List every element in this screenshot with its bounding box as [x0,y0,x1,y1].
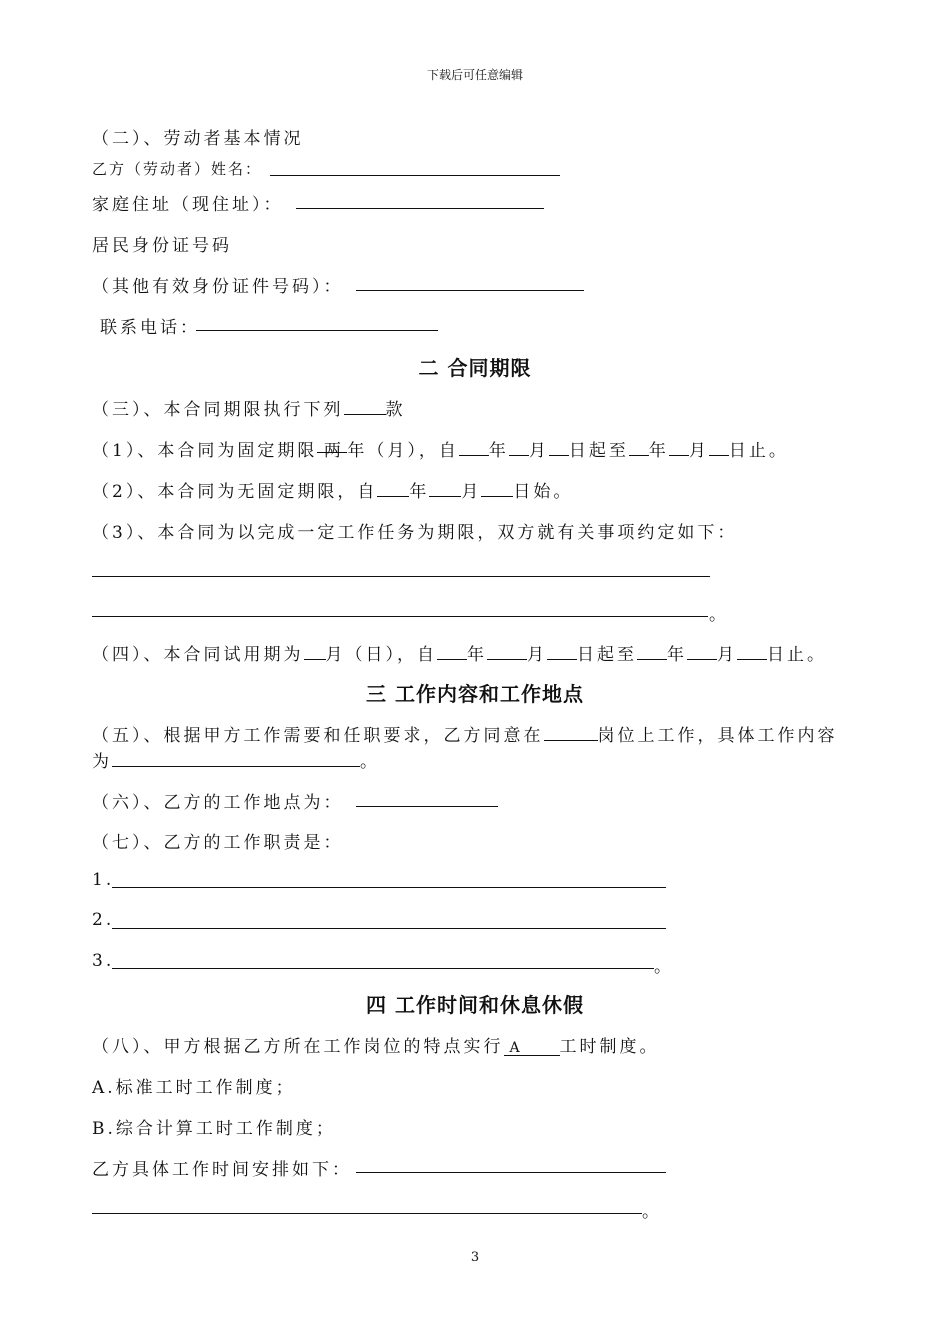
year-label: 年 [488,441,509,461]
item4-text-a: （四）、本合同试用期为 [92,645,304,665]
work-location-field[interactable] [356,806,498,807]
term-option-2 [92,477,573,502]
section-worker-title: （二）、劳动者基本情况 [92,129,304,149]
probation-end-month-field[interactable] [687,643,717,660]
page-header: 下载后可任意编辑 [426,68,523,82]
hours-option-a: A.标准工时工作制度； [92,1078,296,1098]
other-id-label: （其他有效身份证件号码）： [92,277,344,297]
phone-field[interactable] [196,330,438,331]
opt1-end-year-field[interactable] [629,439,649,456]
item5-text-a: （五）、根据甲方工作需要和任职要求，乙方同意在 [92,726,544,746]
term-item3-suffix: 款 [385,400,406,420]
month-label: 月 [717,645,737,665]
month-label: 月 [528,441,549,461]
item8-text-b: 工时制度。 [559,1037,660,1057]
month-label: 月 [461,482,482,502]
year-label: 年 [648,441,669,461]
opt2-year-field[interactable] [377,480,409,497]
phone-label: 联系电话： [100,318,200,338]
period-mark: 。 [642,1202,662,1222]
hours-option-b: B.综合计算工时工作制度； [92,1119,336,1139]
item8-text-a: （八）、甲方根据乙方所在工作岗位的特点实行 [92,1037,504,1057]
address-field[interactable] [296,208,544,209]
item5-text-b: 岗位上工作，具体工作内容 [597,726,838,746]
day-end-label: 日止。 [728,441,789,461]
opt1-start-year-field[interactable] [459,439,489,456]
worker-name-label: 乙方（劳动者）姓名： [92,160,263,178]
day-from-label: 日起至 [568,441,629,461]
work-content-field[interactable] [112,750,360,767]
term-option-1 [92,436,789,461]
worker-name-field[interactable] [270,175,560,176]
year-label: 年 [667,645,687,665]
opt2-end-label: 日始。 [513,482,574,502]
opt1-start-day-field[interactable] [549,439,569,456]
opt3-details-line-2[interactable] [92,616,708,617]
duty-1-field[interactable] [112,887,666,888]
opt1-text-b: 年（月），自 [347,441,459,461]
period-mark: 。 [360,752,380,772]
position-field[interactable] [544,724,598,741]
other-id-field[interactable] [356,290,584,291]
opt1-duration-field[interactable]: 两 [317,436,347,453]
work-item5-line1 [92,721,838,746]
item4-text-b: 月（日），自 [325,645,437,665]
probation-end-year-field[interactable] [637,643,667,660]
term-clause-field[interactable] [344,398,386,415]
opt1-end-month-field[interactable] [669,439,689,456]
opt1-text-a: （1）、本合同为固定期限 [92,441,318,461]
period-mark: 。 [709,605,729,625]
hours-item8 [92,1032,660,1057]
heading-work-content: 三 工作内容和工作地点 [366,682,584,706]
term-item3-prefix: （三）、本合同期限执行下列 [92,400,344,420]
opt3-details-line-1[interactable] [92,576,710,577]
opt2-text: （2）、本合同为无固定期限，自 [92,482,378,502]
day-from-label: 日起至 [577,645,637,665]
period-mark: 。 [654,957,674,977]
hours-arrangement-field-2[interactable] [92,1213,642,1214]
heading-contract-term: 二 合同期限 [418,356,532,380]
probation-item4 [92,640,827,665]
month-label: 月 [688,441,709,461]
address-label: 家庭住址（现住址）： [92,195,284,215]
probation-end-day-field[interactable] [737,643,767,660]
duty-3-label: 3. [92,951,115,971]
work-item5-line2 [92,747,380,772]
opt1-end-day-field[interactable] [709,439,729,456]
probation-start-year-field[interactable] [437,643,467,660]
item5-text-c: 为 [92,752,112,772]
probation-start-day-field[interactable] [547,643,577,660]
duty-3-field[interactable] [112,968,654,969]
hours-arrangement-field-1[interactable] [356,1172,666,1173]
id-label: 居民身份证号码 [92,236,232,256]
duty-2-label: 2. [92,910,115,930]
term-option-3: （3）、本合同为以完成一定工作任务为期限，双方就有关事项约定如下： [92,523,738,543]
heading-working-hours: 四 工作时间和休息休假 [366,993,584,1017]
month-label: 月 [527,645,547,665]
probation-start-month-field[interactable] [487,643,527,660]
opt1-start-month-field[interactable] [509,439,529,456]
duty-1-label: 1. [92,870,115,890]
term-item3 [92,395,406,420]
page-number: 3 [470,1250,480,1265]
year-label: 年 [409,482,430,502]
day-end-label: 日止。 [767,645,827,665]
hours-system-field[interactable]: A [504,1040,560,1056]
duty-2-field[interactable] [112,928,666,929]
opt2-month-field[interactable] [429,480,461,497]
hours-arrangement-label: 乙方具体工作时间安排如下： [92,1160,352,1180]
work-duties-label: （七）、乙方的工作职责是： [92,833,344,853]
opt2-day-field[interactable] [481,480,513,497]
probation-length-field[interactable] [304,643,326,660]
year-label: 年 [467,645,487,665]
work-location-label: （六）、乙方的工作地点为： [92,793,344,813]
